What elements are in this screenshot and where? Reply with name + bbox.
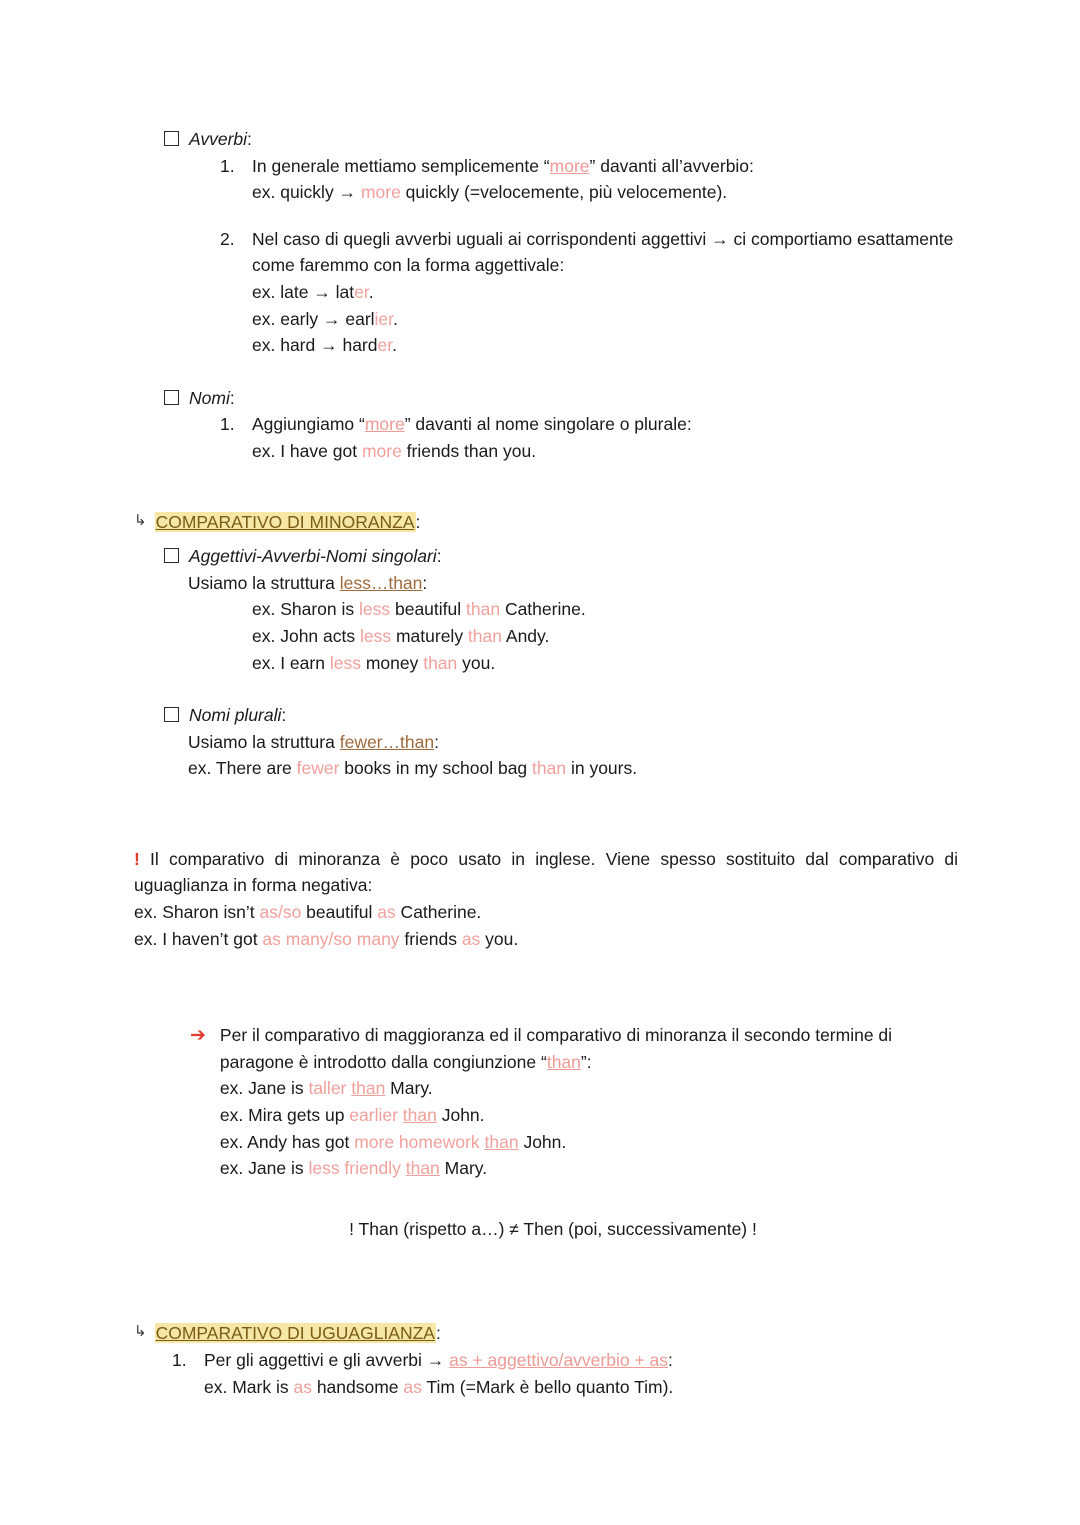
text: ” davanti all’avverbio: — [589, 155, 754, 176]
text: In generale mettiamo semplicemente “ — [252, 155, 550, 176]
keyword-than: than — [423, 652, 458, 673]
nomi-label — [189, 385, 235, 412]
sub-label — [189, 543, 442, 570]
example-line — [134, 899, 958, 926]
list-body — [204, 1347, 958, 1400]
checkbox-icon[interactable] — [164, 390, 179, 405]
checkbox-icon[interactable] — [164, 131, 179, 146]
sub-label-colon: : — [436, 546, 442, 567]
text: . — [392, 335, 397, 356]
avverbi-colon: : — [247, 129, 252, 149]
checkbox-item-avverbi — [164, 126, 958, 153]
text: . — [368, 281, 374, 302]
heading-text-wrap — [155, 509, 421, 536]
keyword-more: more — [361, 440, 402, 461]
avverbi-label — [189, 126, 252, 153]
example-text: ex. Mira gets up — [219, 1105, 350, 1126]
hook-arrow-icon: ↳ — [134, 511, 147, 529]
example-line — [252, 623, 958, 650]
example-text: Mary. — [385, 1078, 433, 1099]
structure-fewer-than: fewer…than — [339, 731, 435, 752]
text: ” davanti al nome singolare o plurale: — [404, 414, 692, 435]
keyword-as-so: as/so — [259, 902, 302, 923]
sub-label-colon: : — [281, 705, 287, 726]
nomi-label-text: Nomi — [189, 387, 230, 408]
list-number: 1. — [220, 414, 235, 435]
example-line — [252, 650, 958, 677]
checkbox-item-aggettivi-avverbi-nomi — [164, 543, 958, 570]
list-number: 1. — [172, 1350, 187, 1370]
list-number: 2. — [220, 228, 235, 249]
structure-as-as: as + aggettivo/avverbio + as — [449, 1350, 669, 1370]
example-line — [188, 755, 958, 782]
checkbox-icon[interactable] — [164, 707, 179, 722]
list-body — [252, 153, 958, 206]
keyword-as: as — [403, 1376, 422, 1397]
text: Usiamo la struttura — [188, 731, 340, 752]
keyword-more-homework: more homework — [354, 1131, 485, 1152]
example-text: ex. Andy has got — [219, 1131, 355, 1152]
section-title: COMPARATIVO DI MINORANZA — [155, 511, 415, 532]
list-body — [252, 411, 958, 464]
example-text: beautiful — [301, 902, 378, 923]
keyword-taller: taller — [308, 1078, 352, 1099]
example-text: ex. Mark is — [204, 1376, 294, 1397]
example-text: ex. I have got — [252, 440, 362, 461]
example-text: you. — [480, 928, 519, 949]
example-text: books in my school bag — [339, 758, 533, 779]
structure-line — [188, 729, 958, 756]
example-line — [134, 926, 958, 953]
keyword-earlier: earlier — [349, 1105, 403, 1126]
list-body — [252, 226, 958, 359]
list-item — [172, 1347, 958, 1400]
example-text: ex. Sharon is — [252, 599, 359, 620]
example-text: friends — [399, 928, 462, 949]
text: Nel caso di quegli avverbi uguali ai corrispondenti aggettivi → ci comportiamo esattamente come faremmo con la forma aggettivale: — [252, 228, 954, 276]
keyword-as: as — [461, 928, 481, 949]
example-text: ex. quickly → — [252, 182, 361, 203]
example-text: quickly (=velocemente, più velocemente). — [400, 182, 728, 203]
structure-less-than: less…than — [339, 572, 423, 593]
keyword-than: than — [532, 758, 567, 779]
keyword-as-many: as many/so many — [262, 928, 400, 949]
checkbox-icon[interactable] — [164, 548, 179, 563]
example-text: Tim (=Mark è bello quanto Tim). — [421, 1376, 674, 1397]
text: Usiamo la struttura — [188, 572, 340, 593]
example-text: John. — [436, 1105, 485, 1126]
text: Aggiungiamo “ — [252, 414, 365, 435]
keyword-as: as — [377, 902, 396, 923]
text: : — [668, 1350, 673, 1370]
example-text: ex. late → lat — [252, 281, 355, 302]
warning-paragraph — [134, 846, 958, 899]
keyword-than: than — [546, 1051, 581, 1072]
nomi-colon: : — [229, 387, 235, 408]
sub-label-text: Aggettivi-Avverbi-Nomi singolari — [189, 546, 437, 567]
than-then-note: ! Than (rispetto a…) ≠ Then (poi, successivamente) ! — [349, 1218, 757, 1239]
suffix: er — [377, 335, 393, 356]
keyword-than: than — [484, 1131, 519, 1152]
than-rule-block — [190, 1022, 958, 1182]
example-text: ex. I earn — [252, 652, 330, 673]
example-text: Catherine. — [395, 902, 482, 923]
hook-arrow-icon: ↳ — [134, 1323, 147, 1341]
structure-line — [188, 570, 958, 597]
checkbox-item-nomi-plurali — [164, 702, 958, 729]
sub-label — [189, 702, 286, 729]
keyword-more: more — [364, 414, 405, 435]
text: ”: — [580, 1051, 592, 1072]
example-text: ex. I haven’t got — [134, 928, 263, 949]
keyword-than: than — [402, 1105, 437, 1126]
keyword-less: less — [329, 652, 361, 673]
example-text: ex. John acts — [252, 625, 360, 646]
list-number: 1. — [220, 155, 235, 176]
keyword-more: more — [549, 155, 590, 176]
section-heading-minoranza — [134, 509, 958, 536]
example-text: ex. hard → hard — [252, 335, 378, 356]
example-text: ex. Jane is — [219, 1078, 309, 1099]
keyword-more: more — [360, 182, 401, 203]
example-text: friends than you. — [401, 440, 537, 461]
example-text: in yours. — [566, 758, 638, 779]
keyword-fewer: fewer — [296, 758, 340, 779]
keyword-than: than — [405, 1158, 440, 1179]
example-text: Mary. — [439, 1158, 488, 1179]
keyword-as: as — [293, 1376, 312, 1397]
exclamation-icon: ! — [134, 848, 140, 869]
example-text: Catherine. — [500, 599, 586, 620]
keyword-than: than — [351, 1078, 386, 1099]
sub-label-text: Nomi plurali — [189, 705, 282, 726]
suffix: er — [354, 281, 369, 302]
heading-text-wrap — [155, 1320, 441, 1347]
text: Per il comparativo di maggioranza ed il comparativo di minoranza il secondo termine di paragone è introdotto dalla congiunzione “ — [219, 1025, 893, 1072]
right-arrow-icon: ➔ — [190, 1025, 206, 1047]
section-title-colon: : — [435, 1323, 441, 1344]
warning-text: Il comparativo di minoranza è poco usato in inglese. Viene spesso sostituito dal comparativo di uguaglianza in forma negativa: — [134, 848, 958, 896]
section-heading-uguaglianza — [134, 1320, 958, 1347]
suffix: ier — [374, 308, 394, 329]
than-rule-body — [220, 1022, 958, 1182]
section-title: COMPARATIVO DI UGUAGLIANZA — [155, 1323, 435, 1344]
example-text: ex. There are — [188, 758, 297, 779]
checkbox-item-nomi — [164, 385, 958, 412]
section-title-colon: : — [415, 511, 421, 532]
list-item — [220, 153, 958, 206]
example-text: beautiful — [390, 599, 467, 620]
examples-block — [252, 596, 958, 676]
keyword-than: than — [466, 599, 501, 620]
text: . — [393, 308, 398, 329]
example-text: John. — [518, 1131, 567, 1152]
example-text: maturely — [391, 625, 468, 646]
text: : — [422, 572, 428, 593]
warning-note — [134, 846, 958, 952]
document-content — [128, 126, 958, 1400]
keyword-less: less — [359, 599, 391, 620]
text: Per gli aggettivi e gli avverbi → — [204, 1350, 450, 1370]
list-item — [220, 411, 958, 464]
avverbi-label-text: Avverbi — [189, 129, 248, 149]
example-line — [252, 596, 958, 623]
example-text: money — [360, 652, 424, 673]
keyword-than: than — [467, 625, 502, 646]
example-text: ex. Jane is — [219, 1158, 309, 1179]
list-item — [220, 226, 958, 359]
example-text: ex. Sharon isn’t — [134, 902, 260, 923]
example-text: handsome — [311, 1376, 404, 1397]
example-text: you. — [457, 652, 496, 673]
text: : — [434, 731, 439, 752]
keyword-less-friendly: less friendly — [308, 1158, 406, 1179]
example-text: ex. early → earl — [252, 308, 375, 329]
keyword-less: less — [359, 625, 392, 646]
example-text: Andy. — [502, 625, 550, 646]
